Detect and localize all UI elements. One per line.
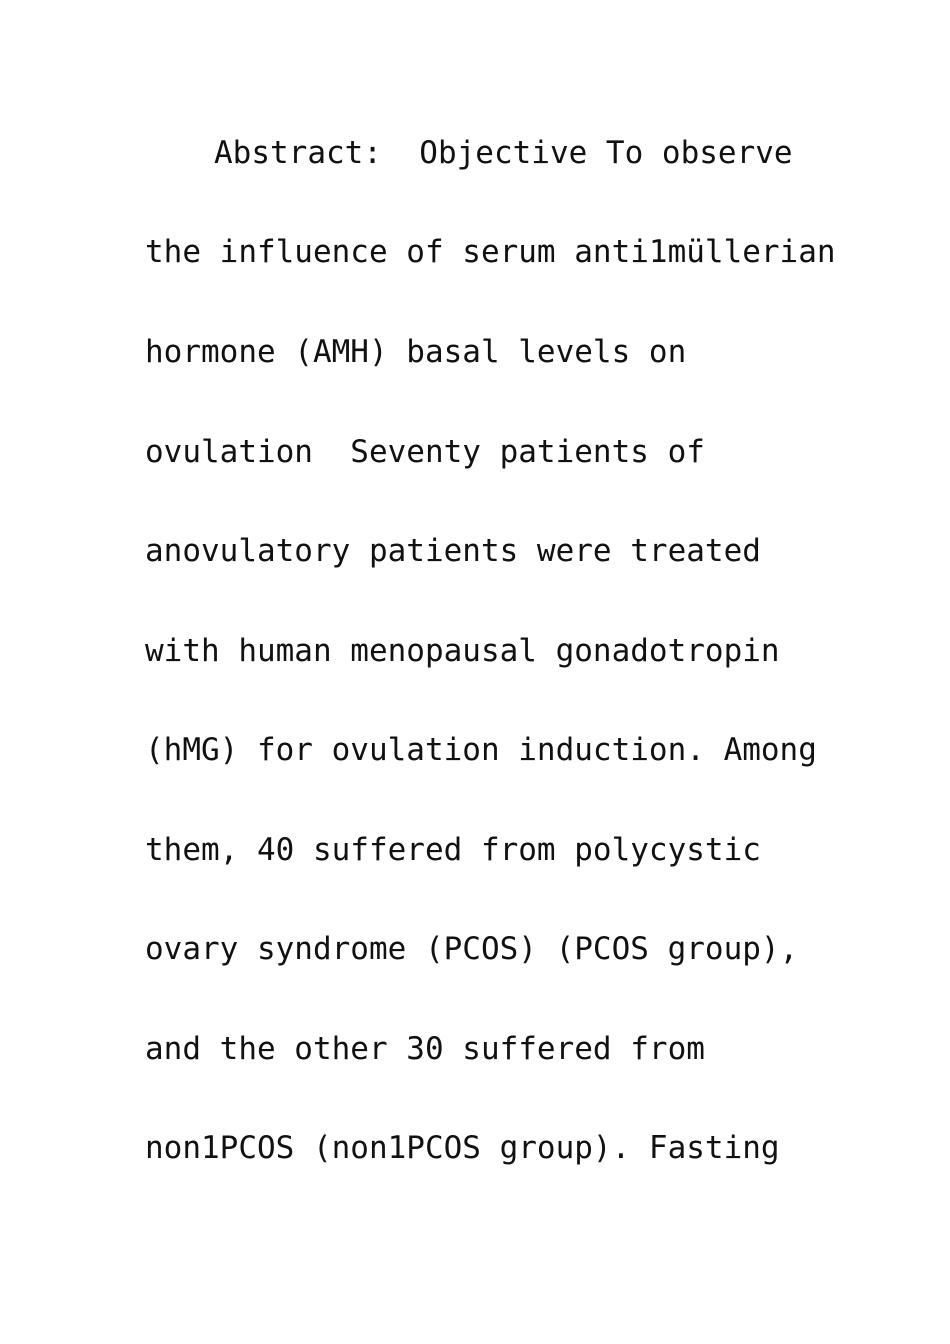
abstract-line-2: the influence of serum anti1müllerian: [145, 234, 836, 270]
abstract-line-5: anovulatory patients were treated: [145, 533, 761, 569]
abstract-line-4: ovulation Seventy patients of: [145, 434, 705, 470]
abstract-line-8: them, 40 suffered from polycystic: [145, 832, 761, 868]
abstract-line-7: (hMG) for ovulation induction. Among: [145, 732, 817, 768]
abstract-line-1: Abstract: Objective To observe: [214, 135, 793, 171]
abstract-line-11: non1PCOS (non1PCOS group). Fasting: [145, 1130, 780, 1166]
abstract-line-10: and the other 30 suffered from: [145, 1031, 705, 1067]
abstract-line-9: ovary syndrome (PCOS) (PCOS group),: [145, 931, 799, 967]
abstract-line-6: with human menopausal gonadotropin: [145, 633, 780, 669]
abstract-line-3: hormone (AMH) basal levels on: [145, 334, 687, 370]
